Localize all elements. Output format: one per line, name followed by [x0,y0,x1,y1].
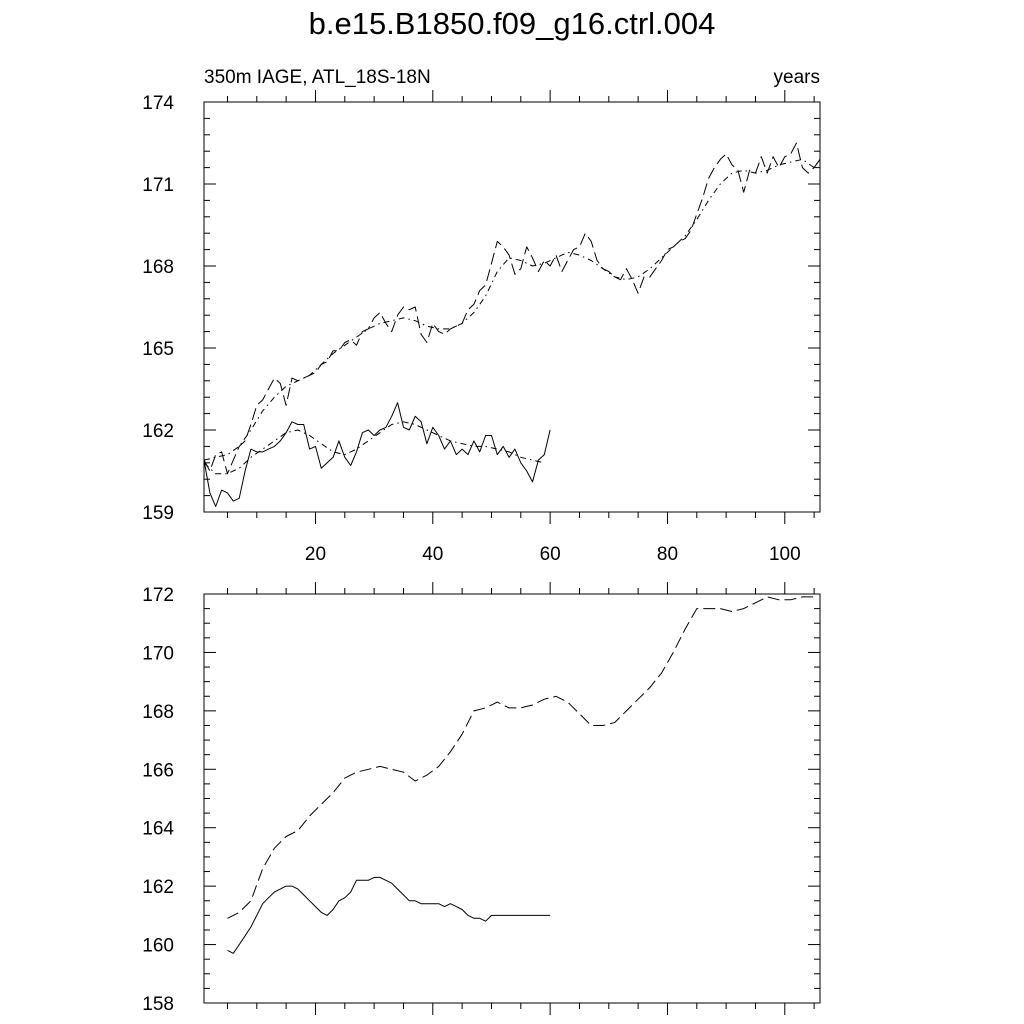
top-series-line-3-dash-dot [204,159,820,460]
bottom-y-tick-label: 158 [142,994,174,1015]
bottom-y-tick-label: 170 [142,643,174,665]
top-y-tick-label: 174 [142,93,174,114]
bottom-y-tick-label: 162 [142,877,174,899]
top-y-tick-label: 159 [142,503,174,524]
bottom-series-line-1-long-dash [228,597,815,918]
bottom-y-tick-label: 166 [142,760,174,782]
chart-title: b.e15.B1850.f09_g16.ctrl.004 [308,6,716,41]
top-y-tick-label: 162 [142,421,174,442]
bottom-panel [142,582,820,1015]
top-panel [142,67,820,565]
top-series-line-0-solid [204,403,550,507]
top-variable-label: 350m IAGE, ATL_18S-18N [204,67,431,88]
top-y-tick-label: 165 [142,339,174,360]
bottom-y-tick-label: 168 [142,701,174,723]
bottom-plot-frame [204,594,820,1003]
bottom-series-line-0-solid [228,877,551,953]
top-y-tick-label: 168 [142,257,174,278]
top-x-tick-label: 80 [656,544,679,565]
top-units-label: years [773,67,820,88]
top-x-tick-label: 100 [768,544,801,565]
bottom-y-tick-label: 160 [142,935,174,957]
top-x-tick-label: 20 [304,544,327,565]
top-x-tick-label: 60 [539,544,561,565]
top-y-tick-label: 171 [142,175,174,196]
top-x-tick-label: 40 [422,544,444,565]
bottom-y-tick-label: 164 [142,818,174,840]
top-series-line-1-dash-dot [204,422,544,474]
top-plot-frame [204,102,820,512]
bottom-y-tick-label: 172 [142,585,174,606]
